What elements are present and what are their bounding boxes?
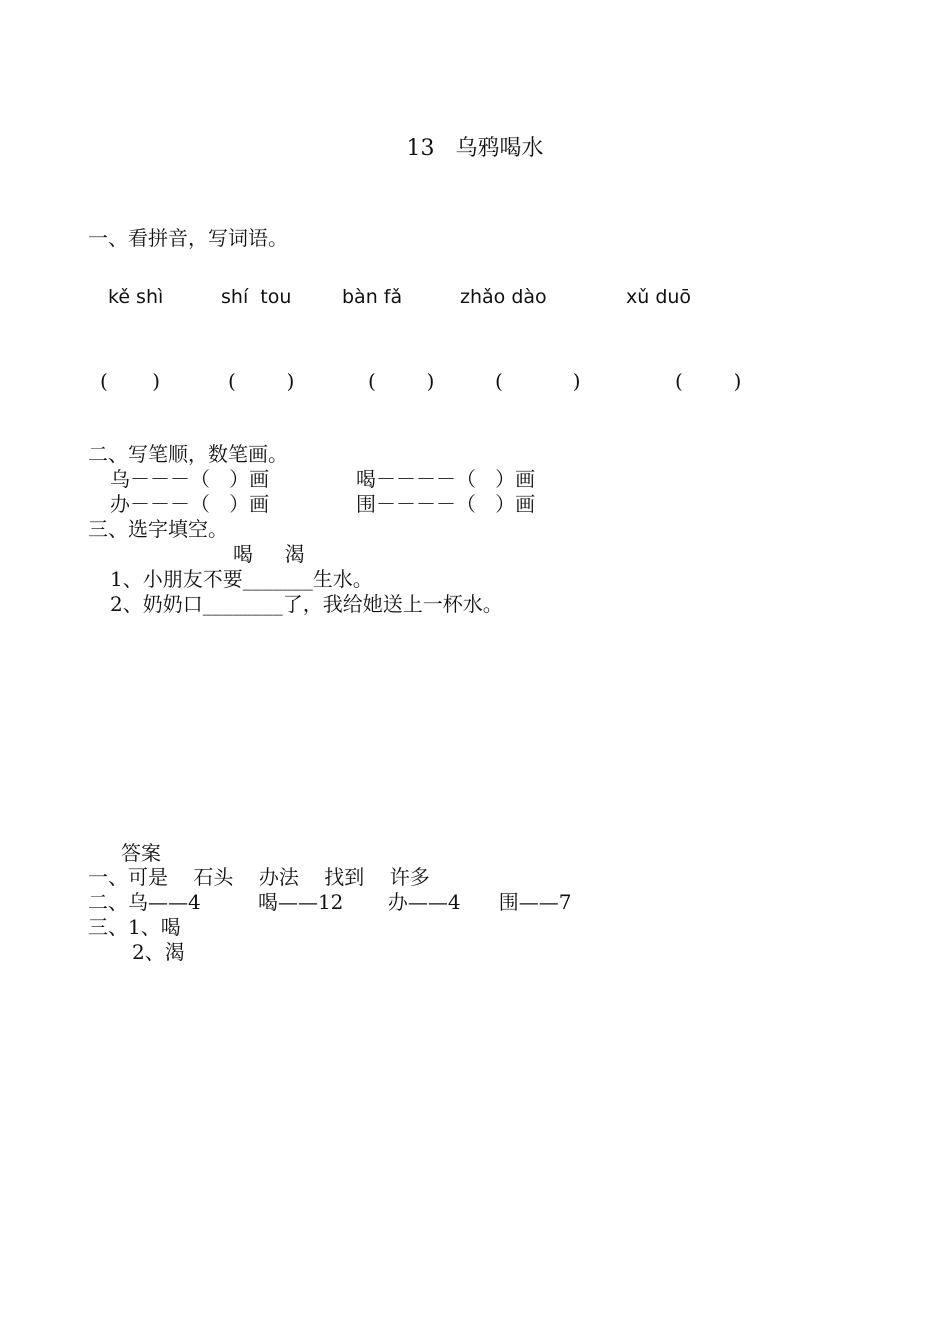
pinyin-4: zhǎo dào bbox=[460, 286, 547, 308]
choice-characters: 喝 渴 bbox=[233, 542, 305, 566]
answer-blank-3: ( ) bbox=[368, 369, 435, 393]
answer-blank-1: ( ) bbox=[100, 369, 161, 393]
answer-blank-2: ( ) bbox=[228, 369, 295, 393]
stroke-row-2-right: 围－－－－（ ）画 bbox=[356, 492, 536, 516]
section2-heading: 二、写笔顺，数笔画。 bbox=[88, 442, 288, 466]
section1-heading: 一、看拼音，写词语。 bbox=[88, 226, 288, 250]
answer-blank-5: ( ) bbox=[675, 369, 742, 393]
answer-blank-4: ( ) bbox=[495, 369, 581, 393]
answers-heading: 答案 bbox=[121, 841, 161, 865]
stroke-row-1-left: 乌－－－（ ）画 bbox=[110, 467, 270, 491]
pinyin-1: kě shì bbox=[108, 286, 164, 308]
answer-line-4: 2、渴 bbox=[132, 940, 185, 964]
page-title: 13 乌鸦喝水 bbox=[406, 136, 544, 161]
section3-heading: 三、选字填空。 bbox=[88, 517, 228, 541]
answer-line-1: 一、可是 石头 办法 找到 许多 bbox=[88, 865, 430, 889]
stroke-row-1-right: 喝－－－－（ ）画 bbox=[356, 467, 536, 491]
pinyin-5: xǔ duō bbox=[626, 286, 692, 308]
answer-line-2: 二、乌——4 喝——12 办——4 围——7 bbox=[88, 890, 572, 914]
answer-line-3: 三、1、喝 bbox=[88, 915, 181, 939]
fill-item-2: 2、奶奶口________了，我给她送上一杯水。 bbox=[110, 592, 503, 616]
pinyin-2: shí tou bbox=[221, 286, 292, 308]
stroke-row-2-left: 办－－－（ ）画 bbox=[110, 492, 270, 516]
pinyin-3: bàn fǎ bbox=[342, 286, 403, 308]
fill-item-1: 1、小朋友不要_______生水。 bbox=[110, 567, 373, 591]
